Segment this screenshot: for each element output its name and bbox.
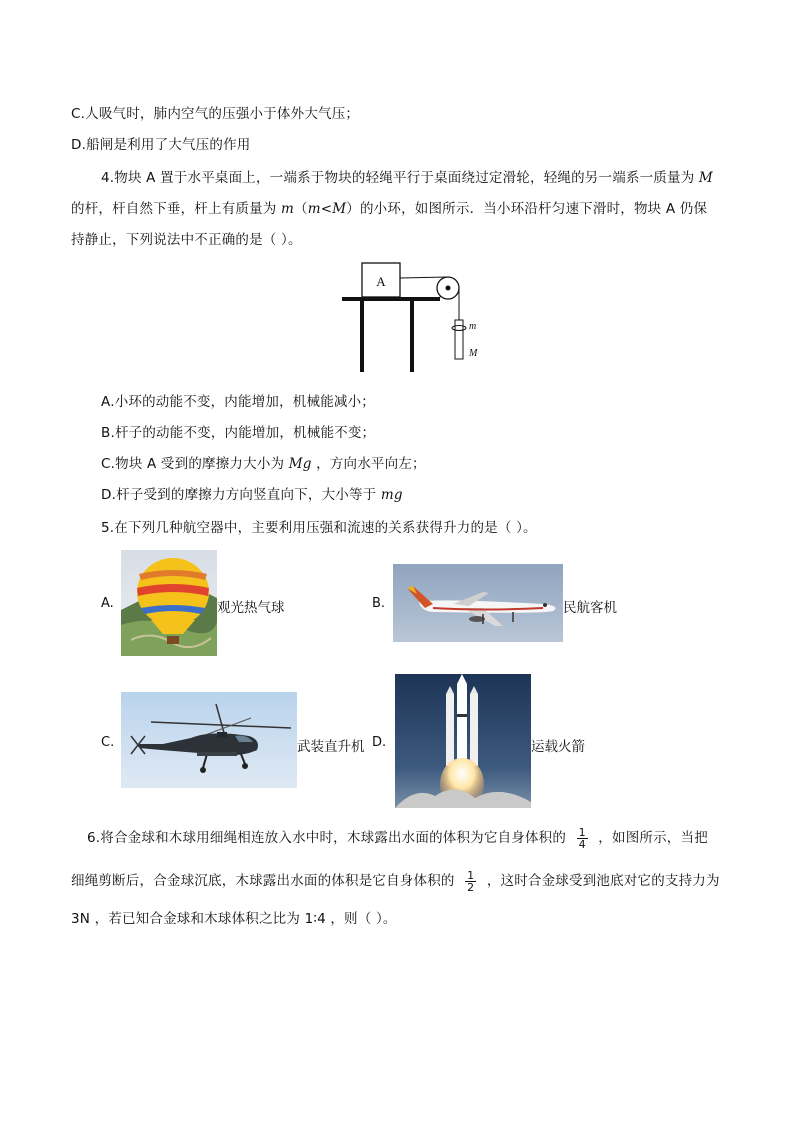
q4-option-b: B.杆子的动能不变，内能增加，机械能不变；: [101, 425, 376, 441]
q4-option-c-text2: ，方向水平向左；: [316, 456, 426, 472]
q6-stem-line2: [71, 869, 720, 893]
q4-stem-line2: [71, 197, 707, 217]
q4-option-d-text: D.杆子受到的摩擦力方向竖直向下，大小等于: [101, 487, 377, 503]
q4-less-than: <: [320, 201, 333, 217]
rod-label: M: [469, 348, 478, 359]
block-a-label: A: [376, 274, 386, 289]
table-top: [342, 297, 440, 301]
q6-stem-line1: [87, 826, 708, 850]
q4-stem-text1: 4.物块 A 置于水平桌面上，一端系于物块的轻绳平行于桌面绕过定滑轮，轻绳的另一端系一质量为: [101, 170, 695, 186]
q3-option-c: C.人吸气时，肺内空气的压强小于体外大气压；: [71, 106, 360, 122]
table-leg-right: [410, 301, 414, 372]
q5-option-b-text: 民航客机: [563, 600, 617, 616]
q4-paren-close: ）: [346, 201, 360, 217]
q5-option-b-label: B.: [372, 596, 386, 611]
q6-stem-text1: 6.将合金球和木球用细绳相连放入水中时，木球露出水面的体积为它自身体积的: [87, 830, 567, 846]
table-leg-left: [360, 301, 364, 372]
rocket-image: [395, 674, 531, 808]
q6-stem-line3: 3N ，若已知合金球和木球体积之比为 1∶4 ，则（ ）。: [71, 911, 397, 927]
q5-option-c-text: 武装直升机: [297, 739, 365, 755]
hot-air-balloon-image: [121, 550, 217, 656]
ring-label: m: [469, 321, 477, 332]
q5-stem: 5.在下列几种航空器中，主要利用压强和流速的关系获得升力的是（ ）。: [101, 520, 537, 536]
q4-option-a: A.小环的动能不变，内能增加，机械能减小；: [101, 394, 375, 410]
q4-option-c: [101, 452, 426, 472]
q4-mass-M2: M: [332, 201, 347, 217]
q4-stem-text3: 的小环，如图所示．当小环沿杆匀速下滑时，物块 A 仍保: [359, 201, 708, 217]
q4-paren-open: （: [294, 201, 308, 217]
q6-stem-text4: ，这时合金球受到池底对它的支持力为: [486, 873, 720, 889]
q4-mass-m: m: [281, 201, 295, 217]
pulley-axle: [446, 286, 451, 291]
airliner-image: [393, 564, 563, 642]
q6-frac2-denominator: 2: [467, 880, 475, 894]
q4-stem-line3: 持静止，下列说法中不正确的是（ ）。: [71, 232, 302, 248]
q5-option-a-label: A.: [101, 596, 114, 611]
q6-stem-text3: 细绳剪断后，合金球沉底，木球露出水面的体积是它自身体积的: [71, 873, 455, 889]
q4-figure-svg: [340, 262, 490, 374]
helicopter-image: [121, 692, 297, 788]
q5-option-d-text: 运载火箭: [531, 739, 585, 755]
q6-fraction-quarter: [577, 827, 588, 850]
q4-stem-line1: [101, 166, 713, 186]
q5-option-a-text: 观光热气球: [217, 600, 285, 616]
q4-option-d: [101, 483, 403, 503]
q4-Mg: Mg: [288, 456, 312, 472]
q3-option-d: D.船闸是利用了大气压的作用: [71, 137, 251, 153]
q5-option-c-label: C.: [101, 735, 115, 750]
q4-figure: [340, 262, 490, 374]
q5-option-d-label: D.: [372, 735, 387, 750]
q6-frac2-numerator: 1: [467, 868, 475, 882]
q4-stem-text2: 的杆，杆自然下垂，杆上有质量为: [71, 201, 277, 217]
rope-horizontal: [400, 277, 448, 278]
q6-frac1-numerator: 1: [578, 825, 586, 839]
q4-mg: mg: [380, 487, 403, 503]
q6-frac1-denominator: 4: [578, 837, 586, 851]
q4-mass-m2: m: [307, 201, 321, 217]
q6-stem-text2: ，如图所示，当把: [598, 830, 708, 846]
q4-mass-M: M: [698, 170, 713, 186]
q6-fraction-half: [465, 870, 476, 893]
q4-option-c-text: C.物块 A 受到的摩擦力大小为: [101, 456, 285, 472]
